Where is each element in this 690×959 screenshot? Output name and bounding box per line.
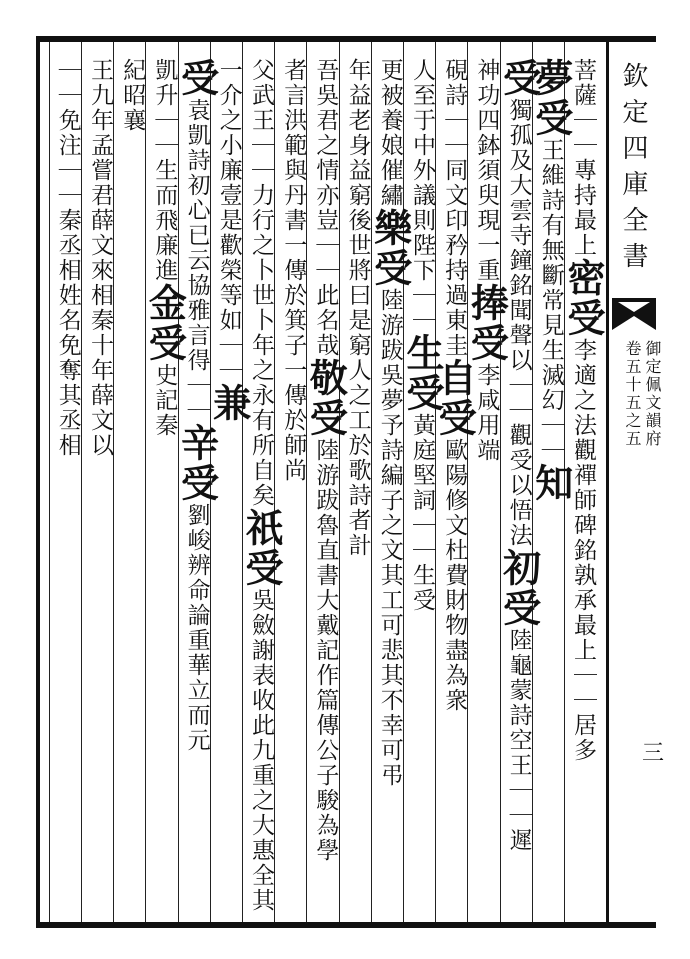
text-column-c2 bbox=[528, 58, 574, 503]
text-segment: 者言洪範與丹書一傳於箕子一傳於師尚 bbox=[280, 58, 307, 483]
frame-top-border bbox=[36, 36, 656, 42]
headword: 密受 bbox=[561, 258, 606, 338]
text-segment: 更被養 bbox=[376, 58, 403, 133]
text-segment: 獨孤及大雲寺鐘銘聞 bbox=[505, 98, 532, 323]
text-segment: 王九年孟嘗君薛文來相秦十年薛文以 bbox=[87, 58, 113, 458]
headword: 金受 bbox=[142, 283, 188, 363]
text-segment: 吳斂謝表收此九重之大惠全其 bbox=[248, 588, 274, 913]
text-segment: 硯詩｜｜同文 bbox=[441, 58, 468, 208]
text-segment: 袁凱詩初心已云 bbox=[183, 98, 210, 273]
text-segment: 人至于中外議則陛下｜｜ bbox=[409, 58, 435, 333]
text-column-c12 bbox=[206, 58, 252, 423]
text-segment: 黃庭堅詞 bbox=[409, 413, 435, 513]
text-column-c10 bbox=[276, 58, 310, 483]
text-segment: 世卜年之永有所自矣 bbox=[248, 283, 274, 508]
text-segment: 劉峻辨命論重華立而元 bbox=[183, 503, 210, 753]
frame-right-border bbox=[606, 36, 609, 928]
column-rule bbox=[49, 42, 50, 922]
text-column-c6 bbox=[400, 58, 445, 613]
text-segment: 孰承最上｜｜居多 bbox=[570, 563, 596, 763]
headword: 生受 bbox=[400, 333, 445, 413]
text-segment: 陸游跋魯直書大戴記作篇傳公子駿為學 bbox=[312, 438, 339, 863]
text-column-c17 bbox=[51, 58, 85, 458]
text-column-c16 bbox=[83, 58, 117, 458]
text-segment: 協雅言得｜｜ bbox=[183, 273, 210, 423]
text-segment: 父武王｜｜力行之卜 bbox=[248, 58, 274, 283]
text-column-c1 bbox=[561, 58, 606, 763]
text-segment: 聲以｜｜觀受以悟法 bbox=[505, 323, 532, 548]
headword: 受 bbox=[496, 58, 542, 98]
headword: 辛受 bbox=[174, 423, 220, 503]
headword: 自受 bbox=[432, 358, 478, 438]
headword: 夢受 bbox=[528, 58, 574, 138]
text-column-c11 bbox=[239, 58, 284, 913]
text-segment: 端 bbox=[473, 438, 500, 463]
section-title: 御定佩文韻府 bbox=[643, 340, 662, 448]
headword: 受 bbox=[174, 58, 220, 98]
page-number: 三 bbox=[642, 741, 665, 766]
section-label bbox=[622, 340, 662, 570]
text-column-c14 bbox=[142, 58, 188, 438]
frame-left-border bbox=[36, 36, 40, 928]
headword: 敬受 bbox=[303, 358, 349, 438]
text-segment: 陸龜蒙詩空王｜｜遲 bbox=[505, 628, 532, 853]
frame-bottom-border bbox=[36, 922, 656, 928]
text-column-c13 bbox=[174, 58, 220, 753]
text-segment: 一介之小廉壹是歡榮等如｜｜ bbox=[215, 58, 242, 383]
column-rule bbox=[145, 42, 146, 922]
text-segment: 王維詩有無斷常 bbox=[537, 138, 564, 313]
text-segment: 印矜持過東圭 bbox=[441, 208, 468, 358]
book-title: 欽定四庫全書 bbox=[618, 62, 648, 278]
fish-tail-mark-icon bbox=[612, 298, 656, 330]
text-segment: 神功四鉢須臾現一重 bbox=[473, 58, 500, 283]
headword: 兼 bbox=[206, 383, 252, 423]
text-column-c9 bbox=[303, 58, 349, 863]
text-segment: 專持最上 bbox=[570, 158, 596, 258]
text-column-c7 bbox=[367, 58, 413, 788]
section-volume: 卷五十五之五 bbox=[623, 340, 642, 448]
text-segment: 娘催繡 bbox=[376, 133, 403, 208]
headword: 初受 bbox=[496, 548, 542, 628]
headword: 祇受 bbox=[239, 508, 284, 588]
text-segment: 菩薩｜｜ bbox=[570, 58, 596, 158]
text-column-c3 bbox=[496, 58, 542, 853]
headword: 知 bbox=[528, 463, 574, 503]
headword: 樂受 bbox=[367, 208, 413, 288]
text-segment: 紀昭襄 bbox=[119, 58, 146, 133]
text-segment: 歐陽修文杜費財物盡為衆 bbox=[441, 438, 468, 713]
text-segment: 見生滅幻｜｜ bbox=[537, 313, 564, 463]
text-segment: ｜｜生受 bbox=[409, 513, 435, 613]
text-segment: 史記秦 bbox=[151, 363, 178, 438]
text-segment: 年益老身益窮後世將曰是窮人之工於歌詩者計 bbox=[344, 58, 371, 558]
text-segment: 李適之法觀禪師碑銘 bbox=[570, 338, 596, 563]
text-segment: 陸游跋吳夢予詩編子之文其工可悲其不幸可弔 bbox=[376, 288, 403, 788]
text-segment: 吾吳君之情亦 bbox=[312, 58, 339, 208]
text-segment: 凱升｜｜生而飛廉進 bbox=[151, 58, 178, 283]
headword: 捧受 bbox=[464, 283, 510, 363]
text-column-c15 bbox=[115, 58, 149, 133]
text-segment: 李咸用 bbox=[473, 363, 500, 438]
text-segment: ｜｜免注｜｜秦丞相姓名免奪其丞相 bbox=[54, 58, 81, 458]
text-segment: 豈｜｜此名哉 bbox=[312, 208, 339, 358]
text-column-c8 bbox=[341, 58, 375, 558]
